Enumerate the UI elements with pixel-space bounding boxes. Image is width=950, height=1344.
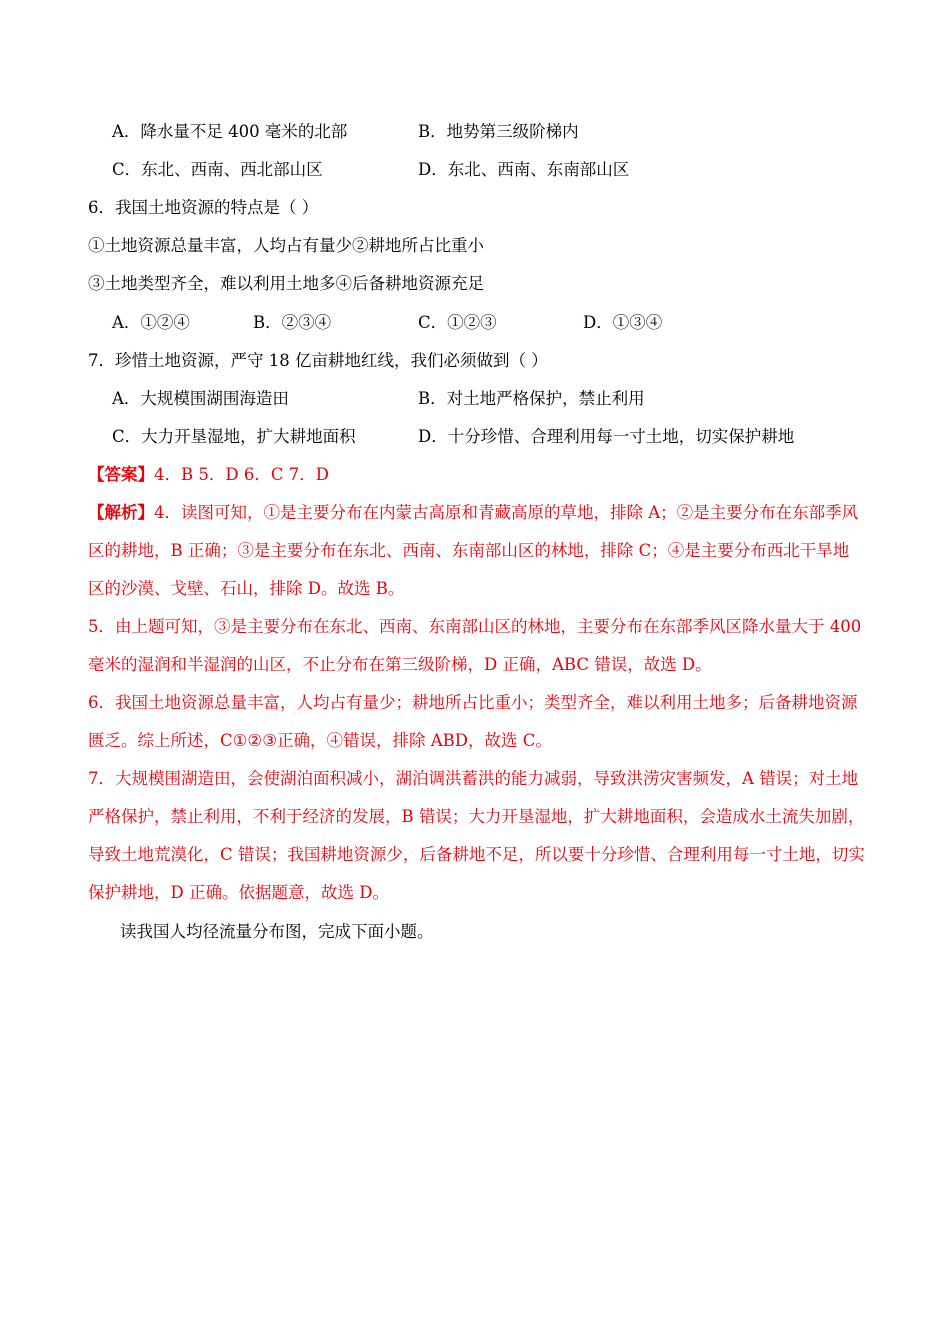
q6-stem: 6．我国土地资源的特点是（ ） [88,198,319,217]
analysis-p5-line-1: 5．由上题可知，③是主要分布在东北、西南、东南部山区的林地，主要分布在东部季风区降水量大于 400 [88,617,862,636]
analysis-p6-line-1: 6．我国土地资源总量丰富，人均占有量少；耕地所占比重小；类型齐全，难以利用土地多；后备耕地资源 [88,693,858,712]
q5-option-c: C．东北、西南、西北部山区 [112,160,323,179]
q6-option-b: B．②③④ [253,313,332,332]
analysis-p5-line-2: 毫米的湿润和半湿润的山区，不止分布在第三级阶梯，D 正确，ABC 错误，故选 D。 [88,655,712,674]
answer-tag: 【答案】 [88,465,154,484]
q6-option-d: D．①③④ [583,313,663,332]
analysis-tag: 【解析】 [88,503,154,522]
analysis-p7-line-3: 导致土地荒漠化，C 错误；我国耕地资源少，后备耕地不足，所以要十分珍惜、合理利用每一寸土地，切实 [88,845,865,864]
q7-option-a: A．大规模围湖围海造田 [112,389,289,408]
analysis-p7-line-2: 严格保护，禁止利用，不利于经济的发展，B 错误；大力开垦湿地，扩大耕地面积，会造成水土流失加剧， [88,807,865,826]
q6-statement-1: ①土地资源总量丰富，人均占有量少②耕地所占比重小 [88,236,484,255]
q7-option-d: D．十分珍惜、合理利用每一寸土地，切实保护耕地 [418,427,795,446]
q7-stem: 7．珍惜土地资源，严守 18 亿亩耕地红线，我们必须做到（ ） [88,351,548,370]
analysis-p4-line-3: 区的沙漠、戈壁、石山，排除 D。故选 B。 [88,579,405,598]
q6-statement-2: ③土地类型齐全，难以利用土地多④后备耕地资源充足 [88,274,484,293]
analysis-p4-line-2: 区的耕地，B 正确；③是主要分布在东北、西南、东南部山区的林地，排除 C；④是主要分布西北干旱地 [88,541,850,560]
q5-option-d: D．东北、西南、东南部山区 [418,160,630,179]
answer-text: 4．B 5．D 6．C 7．D [154,465,329,484]
q7-option-c: C．大力开垦湿地，扩大耕地面积 [112,427,356,446]
section-intro: 读我国人均径流量分布图，完成下面小题。 [120,922,434,941]
q5-option-a: A．降水量不足 400 毫米的北部 [112,122,348,141]
analysis-p7-line-1: 7．大规模围湖造田，会使湖泊面积减小，湖泊调洪蓄洪的能力减弱，导致洪涝灾害频发，A 错误；对土地 [88,769,859,788]
analysis-p6-line-2: 匮乏。综上所述，C①②③正确，④错误，排除 ABD，故选 C。 [88,731,552,750]
q5-option-b: B．地势第三级阶梯内 [418,122,579,141]
q7-option-b: B．对土地严格保护，禁止利用 [418,389,645,408]
analysis-p4-line-1: 【解析】4．读图可知，①是主要分布在内蒙古高原和青藏高原的草地，排除 A；②是主要分布在东部季风 [88,503,859,522]
answer-line [88,463,880,487]
q6-option-c: C．①②③ [418,313,497,332]
q6-option-a: A．①②④ [112,313,190,332]
analysis-p7-line-4: 保护耕地，D 正确。依据题意，故选 D。 [88,883,389,902]
